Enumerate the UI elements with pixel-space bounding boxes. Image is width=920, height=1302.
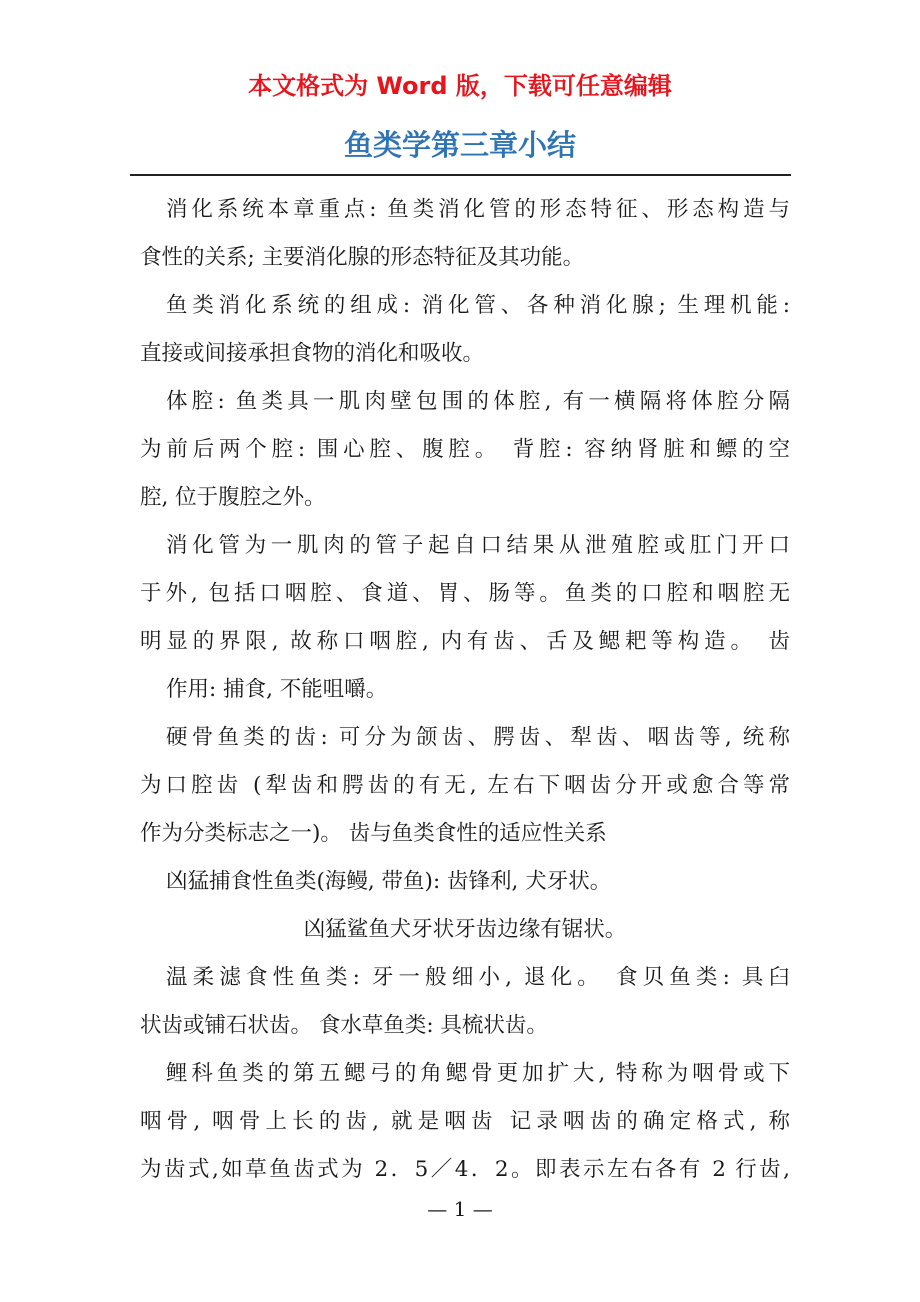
- body-line: 鱼类消化系统的组成: 消化管、各种消化腺; 生理机能:: [166, 293, 790, 318]
- document-title: 鱼类学第三章小结: [343, 128, 576, 162]
- body-line: 硬骨鱼类的齿: 可分为颌齿、腭齿、犁齿、咽齿等, 统称: [166, 725, 790, 750]
- body-line: 明显的界限, 故称口咽腔, 内有齿、舌及鳃耙等构造。 齿: [140, 629, 790, 654]
- body-line: 凶猛捕食性鱼类(海鳗, 带鱼): 齿锋利, 犬牙状。: [166, 869, 612, 894]
- body-line: 于外, 包括口咽腔、食道、胃、肠等。鱼类的口腔和咽腔无: [140, 581, 790, 606]
- body-line: 温柔滤食性鱼类: 牙一般细小, 退化。 食贝鱼类: 具臼: [166, 965, 790, 990]
- body-line: 消化管为一肌肉的管子起自口结果从泄殖腔或肛门开口: [166, 533, 790, 558]
- body-line: 腔, 位于腹腔之外。: [140, 485, 326, 510]
- body-line: 直接或间接承担食物的消化和吸收。: [140, 341, 485, 366]
- body-text: [140, 186, 790, 1194]
- body-line: 状齿或铺石状齿。 食水草鱼类: 具梳状齿。: [140, 1013, 548, 1038]
- body-line: 消化系统本章重点: 鱼类消化管的形态特征、形态构造与: [166, 197, 790, 222]
- body-line: 为口腔齿 (犁齿和腭齿的有无, 左右下咽齿分开或愈合等常: [140, 773, 790, 798]
- body-line: 为前后两个腔: 围心腔、腹腔。 背腔: 容纳肾脏和鳔的空: [140, 437, 790, 462]
- body-line: 凶猛鲨鱼犬牙状牙齿边缘有锯状。: [303, 917, 627, 942]
- body-line: 作为分类标志之一)。 齿与鱼类食性的适应性关系: [140, 821, 607, 846]
- body-line: 食性的关系; 主要消化腺的形态特征及其功能。: [140, 245, 585, 270]
- body-line: 为齿式,如草鱼齿式为 2．5／4．2。即表示左右各有 2 行齿,: [140, 1157, 790, 1182]
- title-divider: [130, 174, 791, 176]
- page-number: — 1 —: [427, 1197, 493, 1221]
- body-line: 作用: 捕食, 不能咀嚼。: [166, 677, 388, 702]
- format-banner: 本文格式为 Word 版，下载可任意编辑: [248, 72, 672, 100]
- body-line: 咽骨, 咽骨上长的齿, 就是咽齿 记录咽齿的确定格式, 称: [140, 1109, 790, 1134]
- body-line: 体腔: 鱼类具一肌肉壁包围的体腔, 有一横隔将体腔分隔: [166, 389, 790, 414]
- body-line: 鲤科鱼类的第五鳃弓的角鳃骨更加扩大, 特称为咽骨或下: [166, 1061, 790, 1086]
